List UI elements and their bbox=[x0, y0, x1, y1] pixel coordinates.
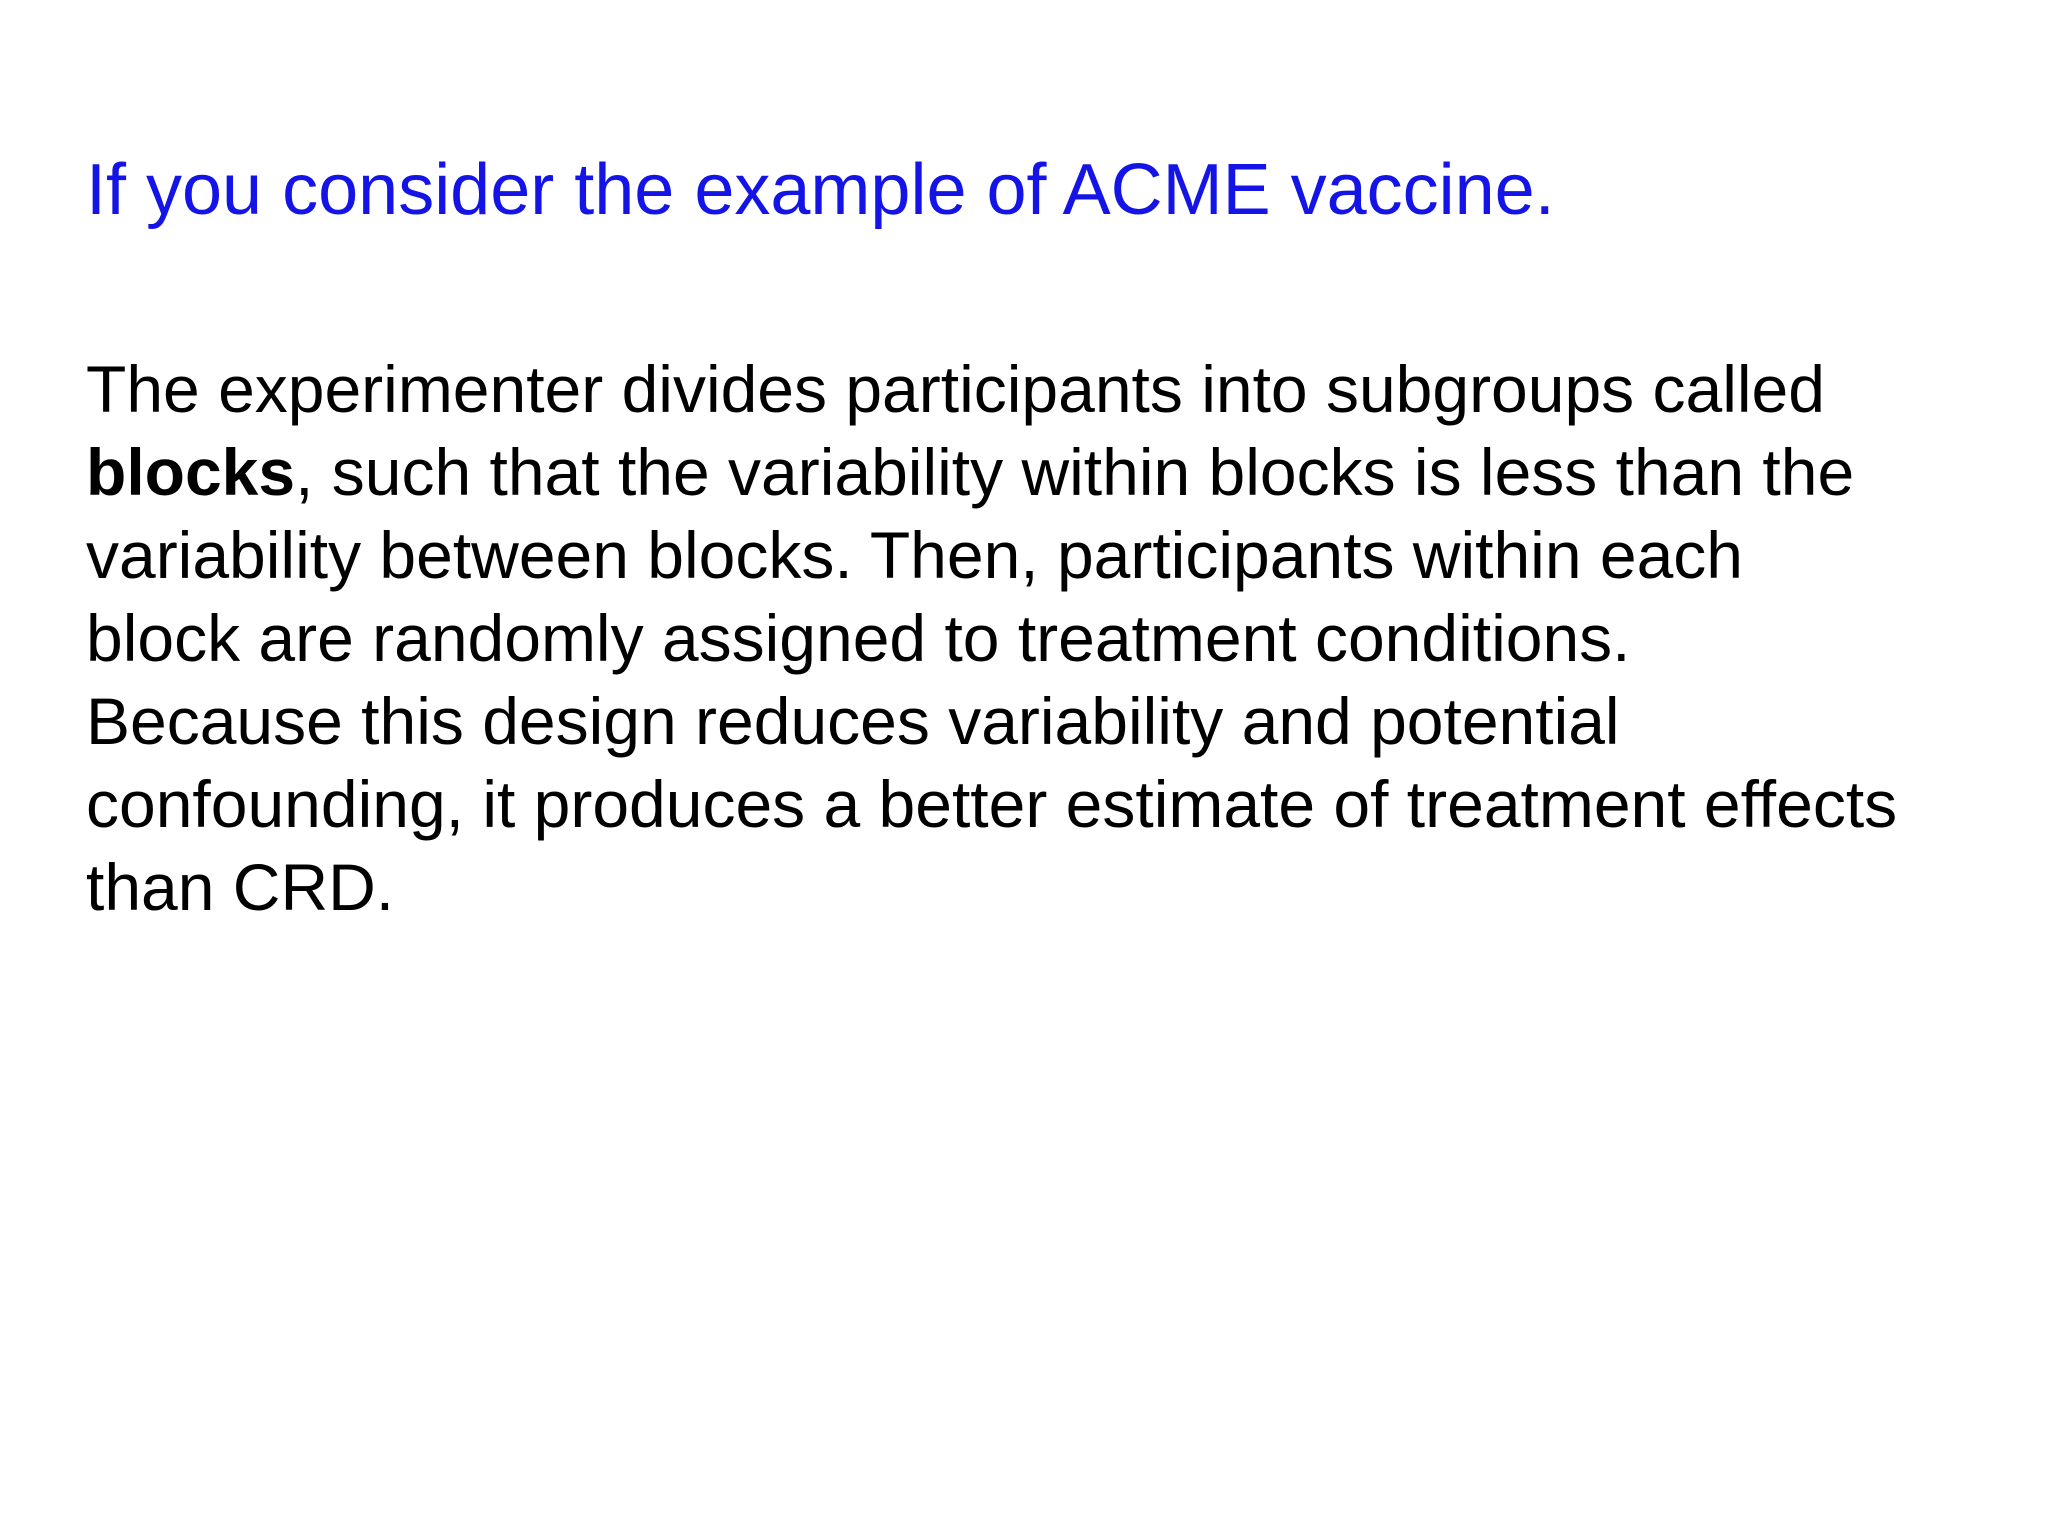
body-line-6: confounding, it produces a better estimate of treatment effects bbox=[86, 767, 1898, 841]
body-line-2 bbox=[86, 431, 2026, 514]
body-line-3: variability between blocks. Then, participants within each bbox=[86, 518, 1743, 592]
body-line-7: than CRD. bbox=[86, 850, 395, 924]
body-line-4: block are randomly assigned to treatment conditions. bbox=[86, 601, 1631, 675]
slide-body-paragraph bbox=[86, 348, 2026, 929]
body-line-2-rest: , such that the variability within blocks is less than the bbox=[295, 435, 1855, 509]
body-line-1: The experimenter divides participants into subgroups called bbox=[86, 352, 1825, 426]
body-line-5: Because this design reduces variability and potential bbox=[86, 684, 1620, 758]
slide-heading: If you consider the example of ACME vaccine. bbox=[86, 150, 1555, 230]
blocks-term: blocks bbox=[86, 435, 296, 509]
